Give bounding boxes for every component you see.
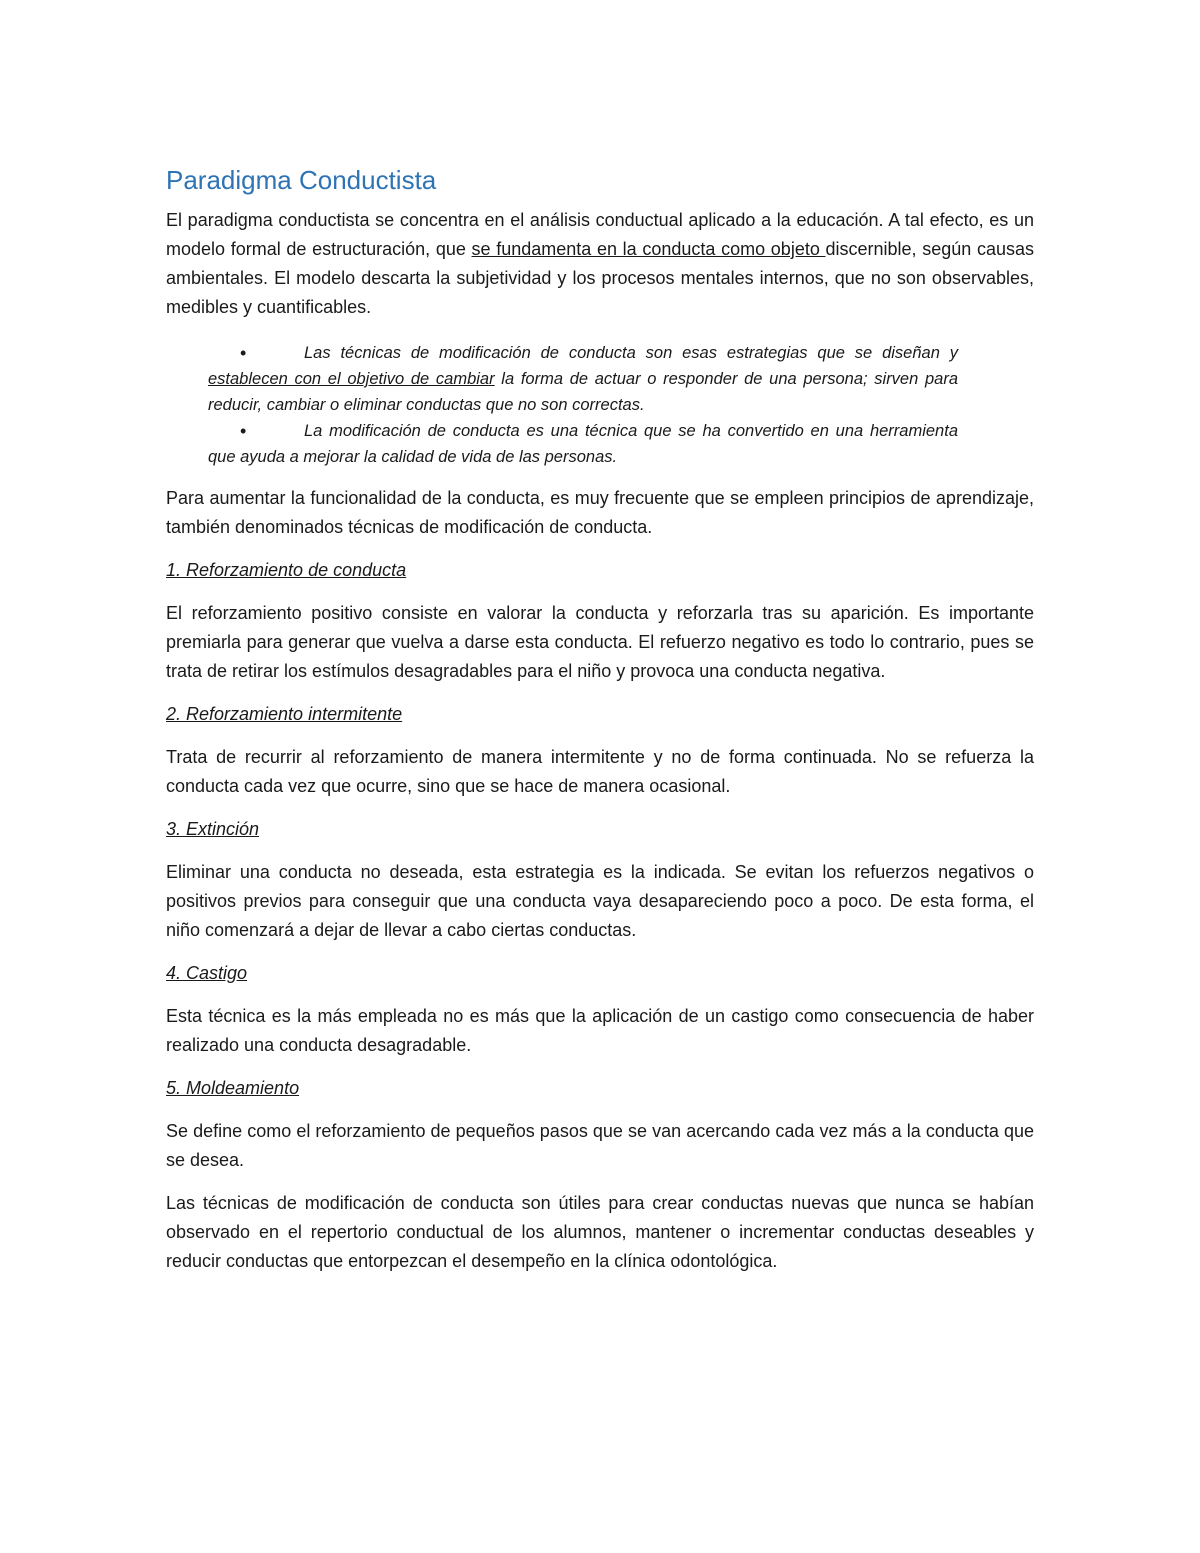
- section-heading-4: 4. Castigo: [166, 963, 248, 983]
- section-body-4: Esta técnica es la más empleada no es más que la aplicación de un castigo como consecuencia de haber realizado una conducta desagradable.: [166, 1006, 1034, 1055]
- section-heading-2: 2. Reforzamiento intermitente: [166, 704, 403, 724]
- document-page: [166, 160, 1034, 1290]
- section-body-5: Se define como el reforzamiento de pequeños pasos que se van acercando cada vez más a la conducta que se desea.: [166, 1121, 1034, 1170]
- section-heading-1: 1. Reforzamiento de conducta: [166, 560, 407, 580]
- bullet-icon: •: [240, 421, 247, 441]
- section-body-2: Trata de recurrir al reforzamiento de manera intermitente y no de forma continuada. No se refuerza la conducta cada vez que ocurre, sino que se hace de manera ocasional.: [166, 747, 1034, 796]
- bullet-1-underlined-text: establecen con el objetivo de cambiar: [208, 370, 495, 388]
- closing-paragraph: Las técnicas de modificación de conducta son útiles para crear conductas nuevas que nunca se habían observado en el repertorio conductual de los alumnos, mantener o incrementar conductas deseables y reducir conductas que entorpezcan el desempeño en la clínica odontológica.: [166, 1193, 1034, 1271]
- bullet-list: [166, 340, 958, 470]
- intro-text-2: discernible, según causas ambientales. El modelo descarta la subjetividad y los procesos mentales internos, que no son observables, medibles y cuantificables.: [166, 239, 1034, 317]
- section-body-3: Eliminar una conducta no deseada, esta estrategia es la indicada. Se evitan los refuerzos negativos o positivos previos para conseguir que una conducta vaya desapareciendo poco a poco. De esta forma, el niño comenzará a dejar de llevar a cabo ciertas conductas.: [166, 862, 1034, 940]
- functionality-paragraph: Para aumentar la funcionalidad de la conducta, es muy frecuente que se empleen principios de aprendizaje, también denominados técnicas de modificación de conducta.: [166, 488, 1034, 537]
- bullet-1-text-1: Las técnicas de modificación de conducta son esas estrategias que se diseñan y: [304, 344, 958, 362]
- bullet-item-1: [208, 340, 958, 418]
- intro-paragraph: [166, 206, 1034, 322]
- bullet-2-text: La modificación de conducta es una técnica que se ha convertido en una herramienta que ayuda a mejorar la calidad de vida de las personas.: [208, 422, 958, 466]
- intro-underlined-text: se fundamenta en la conducta como objeto: [471, 239, 826, 259]
- section-heading-3: 3. Extinción: [166, 819, 260, 839]
- page-title: Paradigma Conductista: [166, 165, 437, 195]
- bullet-icon: •: [240, 343, 247, 363]
- bullet-item-2: [208, 418, 958, 470]
- intro-text-1: El paradigma conductista se concentra en el análisis conductual aplicado a la educación. A tal efecto, es un modelo formal de estructuración, que: [166, 210, 1034, 259]
- section-body-1: El reforzamiento positivo consiste en valorar la conducta y reforzarla tras su aparición. Es importante premiarla para generar que vuelva a darse esta conducta. El refuerzo negativo es todo lo contrario, pues se trata de retirar los estímulos desagradables para el niño y provoca una conducta negativa.: [166, 603, 1034, 681]
- bullet-1-text-2: la forma de actuar o responder de una persona; sirven para reducir, cambiar o eliminar conductas que no son correctas.: [208, 370, 959, 414]
- section-heading-5: 5. Moldeamiento: [166, 1078, 300, 1098]
